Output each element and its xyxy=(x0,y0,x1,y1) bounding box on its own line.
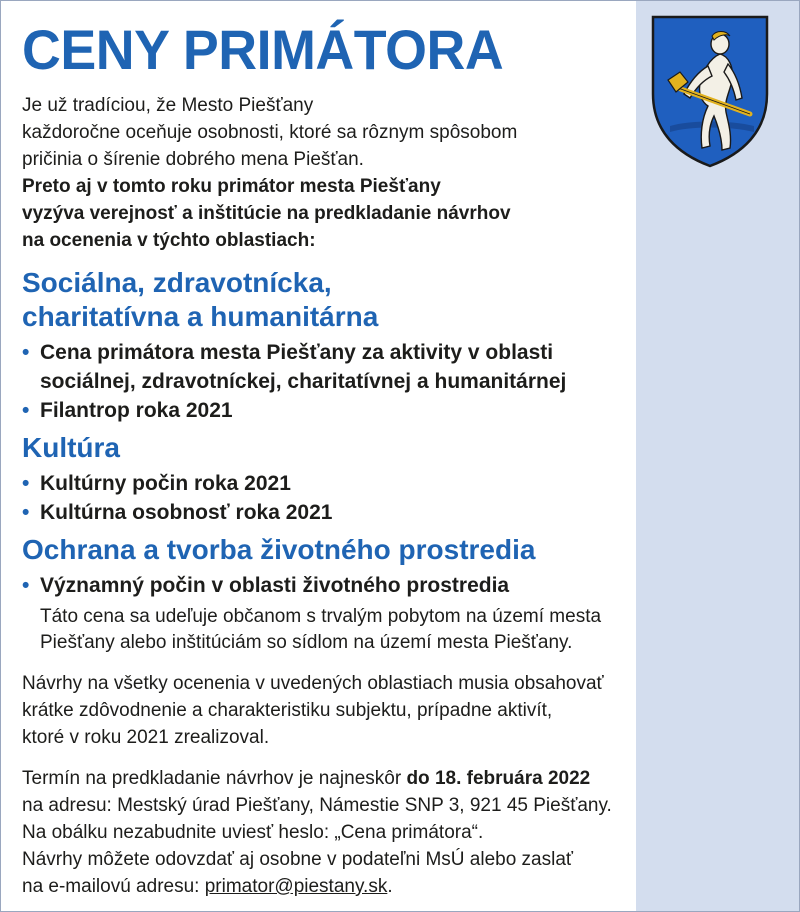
list-item xyxy=(22,498,722,527)
submission-line: Návrhy môžete odovzdať aj osobne v podateľni MsÚ alebo zaslať xyxy=(22,849,574,870)
list-item xyxy=(22,469,722,498)
intro-bold-line: na ocenenia v týchto oblastiach: xyxy=(22,230,316,251)
list-item xyxy=(22,571,722,600)
intro-line: každoročne oceňuje osobnosti, ktoré sa rôznym spôsobom xyxy=(22,122,518,143)
bullet-icon: • xyxy=(22,501,30,524)
requirements-line: krátke zdôvodnenie a charakteristiku subjektu, prípadne aktivít, xyxy=(22,700,553,721)
intro-bold-line: vyzýva verejnosť a inštitúcie na predkladanie návrhov xyxy=(22,203,511,224)
intro-line: Je už tradíciou, že Mesto Piešťany xyxy=(22,95,314,116)
award-list-social xyxy=(22,338,722,425)
intro-line: pričinia o šírenie dobrého mena Piešťan. xyxy=(22,149,364,170)
requirements-line: Návrhy na všetky ocenenia v uvedených oblastiach musia obsahovať xyxy=(22,673,604,694)
award-name: Kultúrny počin roka 2021 xyxy=(40,472,291,495)
password-line: Na obálku nezabudnite uviesť heslo: „Cena primátora“. xyxy=(22,822,484,843)
bullet-icon: • xyxy=(22,574,30,597)
award-name: Významný počin v oblasti životného prostredia xyxy=(40,574,510,597)
award-name: Cena primátora mesta Piešťany za aktivity v oblasti xyxy=(40,341,554,364)
award-name: Filantrop roka 2021 xyxy=(40,399,233,422)
section-heading-culture: Kultúra xyxy=(22,432,120,463)
section-heading-environment: Ochrana a tvorba životného prostredia xyxy=(22,534,536,565)
poster-content xyxy=(22,18,722,900)
bullet-icon: • xyxy=(22,472,30,495)
email-suffix: . xyxy=(387,876,393,897)
bullet-icon: • xyxy=(22,399,30,422)
section-heading-social: Sociálna, zdravotnícka, xyxy=(22,267,332,298)
award-list-culture xyxy=(22,469,722,527)
award-note xyxy=(22,604,722,656)
award-name: Kultúrna osobnosť roka 2021 xyxy=(40,501,333,524)
list-item xyxy=(22,338,722,396)
award-note-line: Táto cena sa udeľuje občanom s trvalým pobytom na území mesta xyxy=(40,606,602,627)
intro-bold-line: Preto aj v tomto roku primátor mesta Piešťany xyxy=(22,176,441,197)
requirements-line: ktoré v roku 2021 zrealizoval. xyxy=(22,727,270,748)
email-prefix: na e-mailovú adresu: xyxy=(22,876,205,897)
deadline-line xyxy=(22,765,722,792)
award-note-line: Piešťany alebo inštitúciám so sídlom na území mesta Piešťany. xyxy=(40,632,573,653)
address-line: na adresu: Mestský úrad Piešťany, Námestie SNP 3, 921 45 Piešťany. xyxy=(22,795,612,816)
email-line xyxy=(22,873,722,900)
deadline-text: Termín na predkladanie návrhov je najneskôr xyxy=(22,768,407,789)
list-item xyxy=(22,396,722,425)
award-list-environment xyxy=(22,571,722,600)
section-heading-social: charitatívna a humanitárna xyxy=(22,301,379,332)
deadline-date: do 18. februára 2022 xyxy=(406,768,591,789)
award-name: sociálnej, zdravotníckej, charitatívnej a humanitárnej xyxy=(40,370,567,393)
page-title: CENY PRIMÁTORA xyxy=(22,18,504,81)
bullet-icon: • xyxy=(22,341,30,364)
email-link[interactable]: primator@piestany.sk xyxy=(204,876,388,897)
